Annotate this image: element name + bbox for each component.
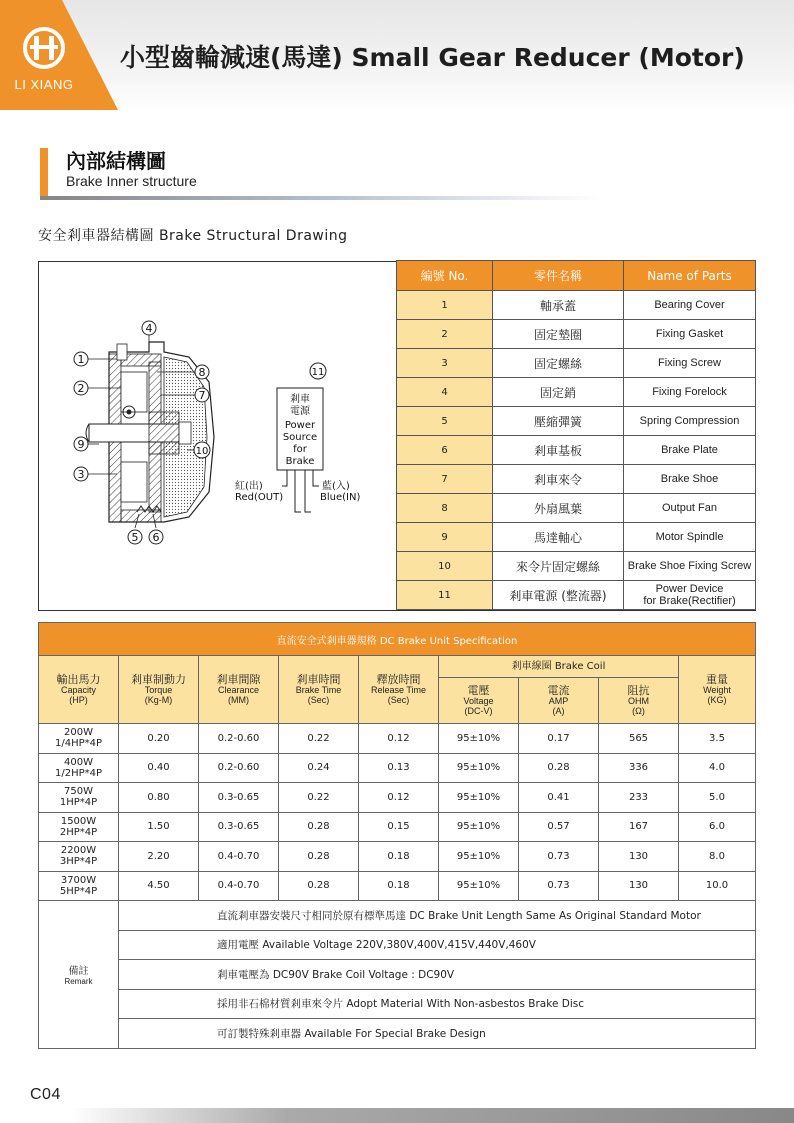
spec-title: 直流安全式剎車器規格 DC Brake Unit Specification	[39, 623, 756, 656]
callout-4	[142, 321, 156, 335]
brake-time-value: 0.28	[279, 842, 359, 872]
parts-row	[397, 349, 756, 378]
weight-value: 4.0	[679, 753, 756, 783]
spec-header-release-time	[359, 656, 439, 724]
capacity-watt: 200W	[64, 727, 93, 739]
header-unit: (Ω)	[632, 706, 645, 716]
part-number: 2	[397, 320, 493, 349]
footer-bar	[70, 1108, 794, 1123]
callout-label: 8	[198, 366, 206, 379]
capacity-value	[39, 842, 119, 872]
release-time-value: 0.18	[359, 842, 439, 872]
part-name-en: Brake Plate	[624, 436, 756, 465]
brake-time-value: 0.28	[279, 812, 359, 842]
header-en: Torque	[144, 685, 173, 695]
capacity-value	[39, 783, 119, 813]
spec-header-voltage	[439, 678, 519, 724]
spec-title-row	[39, 623, 756, 656]
capacity-watt: 400W	[64, 756, 93, 768]
part-name-en: Brake Shoe Fixing Screw	[624, 552, 756, 581]
parts-header-en: Name of Parts	[624, 261, 756, 291]
callout-label: 6	[152, 531, 160, 544]
capacity-hp: 3HP*4P	[59, 856, 98, 868]
callout-6	[149, 530, 163, 544]
torque-value: 0.20	[119, 724, 199, 754]
part-name-zh: 剎車來令	[493, 465, 624, 494]
part-name-en: Fixing Forelock	[624, 378, 756, 407]
remark-row	[39, 960, 756, 990]
section-title-zh: 內部結構圖	[66, 149, 166, 173]
part-number: 10	[397, 552, 493, 581]
callout-10	[194, 442, 210, 458]
capacity-watt: 750W	[64, 786, 93, 798]
part-name-en: Fixing Gasket	[624, 320, 756, 349]
part-number: 9	[397, 523, 493, 552]
clearance-value: 0.2-0.60	[199, 724, 279, 754]
spec-header-torque	[119, 656, 199, 724]
spec-header-brake-time	[279, 656, 359, 724]
header-unit: (Kg-M)	[144, 695, 173, 705]
part-number: 4	[397, 378, 493, 407]
part-name-zh: 剎車電源 (整流器)	[493, 581, 624, 610]
spec-row	[39, 724, 756, 754]
header-zh: 剎車間隙	[216, 673, 261, 686]
callout-label: 1	[77, 353, 85, 366]
remark-row	[39, 1019, 756, 1049]
weight-value: 10.0	[679, 871, 756, 901]
voltage-value: 95±10%	[439, 753, 519, 783]
release-time-value: 0.12	[359, 783, 439, 813]
brake-time-value: 0.22	[279, 724, 359, 754]
ohm-value: 130	[599, 842, 679, 872]
header-unit: (HP)	[69, 695, 88, 705]
part-number: 1	[397, 291, 493, 320]
part-name-en: Fixing Screw	[624, 349, 756, 378]
voltage-value: 95±10%	[439, 724, 519, 754]
part-name-zh: 固定螺絲	[493, 349, 624, 378]
callout-5	[128, 530, 142, 544]
callout-3	[74, 467, 88, 481]
brake-time-value: 0.22	[279, 783, 359, 813]
spec-header-ohm	[599, 678, 679, 724]
header-zh: 電流	[547, 684, 570, 697]
clearance-value: 0.3-0.65	[199, 812, 279, 842]
header-unit: (Sec)	[307, 695, 330, 705]
amp-value: 0.73	[519, 871, 599, 901]
parts-row	[397, 465, 756, 494]
parts-header-no: 編號 No.	[397, 261, 493, 291]
part-name-en	[624, 581, 756, 610]
spec-header-capacity	[39, 656, 119, 724]
torque-value: 4.50	[119, 871, 199, 901]
header-zh: 剎車時間	[296, 673, 341, 686]
callout-7	[195, 388, 209, 402]
weight-value: 3.5	[679, 724, 756, 754]
release-time-value: 0.15	[359, 812, 439, 842]
part-number: 5	[397, 407, 493, 436]
capacity-hp: 1/2HP*4P	[54, 767, 103, 779]
callout-1	[74, 352, 88, 366]
remark-text: 適用電壓 Available Voltage 220V,380V,400V,415V,440V,460V	[119, 930, 756, 960]
capacity-hp: 2HP*4P	[59, 826, 98, 838]
red-out-zh: 紅(出)	[235, 481, 263, 492]
header-unit: (KG)	[707, 695, 727, 705]
header-zh: 剎車制動力	[131, 673, 186, 686]
section-accent-bar	[40, 148, 48, 196]
weight-value: 8.0	[679, 842, 756, 872]
part-name-en: Brake Shoe	[624, 465, 756, 494]
part-name-zh: 來令片固定螺絲	[493, 552, 624, 581]
torque-value: 2.20	[119, 842, 199, 872]
parts-row	[397, 291, 756, 320]
amp-value: 0.17	[519, 724, 599, 754]
callout-label: 5	[131, 531, 139, 544]
part-name-en: Bearing Cover	[624, 291, 756, 320]
part-name-zh: 外扇風葉	[493, 494, 624, 523]
parts-header-zh: 零件名稱	[493, 261, 624, 291]
logo-text: LI XIANG	[14, 77, 74, 92]
section-underline	[40, 196, 600, 200]
part-name-zh: 馬達軸心	[493, 523, 624, 552]
parts-row	[397, 320, 756, 349]
spec-header-weight	[679, 656, 756, 724]
clearance-value: 0.4-0.70	[199, 842, 279, 872]
callout-label: 10	[195, 446, 209, 457]
remark-text: 剎車電壓為 DC90V Brake Coil Voltage : DC90V	[119, 960, 756, 990]
section-title-en: Brake Inner structure	[66, 173, 197, 189]
power-box-zh: 剎車	[290, 394, 310, 405]
amp-value: 0.28	[519, 753, 599, 783]
callout-label: 2	[77, 382, 85, 395]
header-en: Weight	[703, 685, 731, 695]
callout-8	[195, 365, 209, 379]
part-number: 7	[397, 465, 493, 494]
capacity-watt: 1500W	[60, 815, 97, 827]
spec-row	[39, 783, 756, 813]
part-name-en: Motor Spindle	[624, 523, 756, 552]
callout-11	[310, 363, 326, 379]
header-zh: 電壓	[467, 684, 490, 697]
capacity-value	[39, 871, 119, 901]
power-box-zh: 電源	[290, 406, 310, 417]
release-time-value: 0.12	[359, 724, 439, 754]
callout-label: 3	[77, 468, 85, 481]
amp-value: 0.57	[519, 812, 599, 842]
part-name-en: Output Fan	[624, 494, 756, 523]
header-unit: (A)	[552, 706, 565, 716]
red-out-en: Red(OUT)	[235, 492, 284, 503]
ohm-value: 336	[599, 753, 679, 783]
capacity-value	[39, 753, 119, 783]
release-time-value: 0.18	[359, 871, 439, 901]
parts-row	[397, 436, 756, 465]
torque-value: 1.50	[119, 812, 199, 842]
ohm-value: 233	[599, 783, 679, 813]
header-zh: 重量	[706, 673, 728, 686]
remark-row	[39, 989, 756, 1019]
part-number: 6	[397, 436, 493, 465]
voltage-value: 95±10%	[439, 871, 519, 901]
remark-row	[39, 901, 756, 931]
remark-row	[39, 930, 756, 960]
part-name-zh: 固定墊圈	[493, 320, 624, 349]
header-en: AMP	[548, 696, 569, 706]
header-unit: (MM)	[228, 695, 249, 705]
spec-header-row-1	[39, 656, 756, 678]
part-name-zh: 軸承蓋	[493, 291, 624, 320]
part-name-en: Spring Compression	[624, 407, 756, 436]
header-en: Release Time	[370, 685, 427, 695]
ohm-value: 130	[599, 871, 679, 901]
weight-value: 5.0	[679, 783, 756, 813]
part-name-zh: 固定銷	[493, 378, 624, 407]
remark-text: 直流剎車器安裝尺寸相同於原有標準馬達 DC Brake Unit Length Same As Original Standard Motor	[119, 901, 756, 931]
header-zh: 阻抗	[627, 684, 650, 697]
header-zh: 釋放時間	[376, 673, 421, 686]
capacity-hp: 1HP*4P	[59, 797, 98, 809]
capacity-hp: 1/4HP*4P	[54, 738, 103, 750]
page-title: 小型齒輪減速(馬達) Small Gear Reducer (Motor)	[120, 43, 745, 72]
power-box-en: for	[293, 444, 307, 455]
part-name-zh: 壓縮彈簧	[493, 407, 624, 436]
parts-header-row	[397, 261, 756, 291]
header-zh: 輸出馬力	[56, 673, 101, 686]
remark-label-en: Remark	[64, 977, 93, 987]
callout-label: 11	[311, 367, 325, 378]
capacity-watt: 2200W	[60, 845, 97, 857]
part-number: 11	[397, 581, 493, 610]
callout-2	[74, 381, 88, 395]
spec-row	[39, 871, 756, 901]
spec-row	[39, 842, 756, 872]
brake-time-value: 0.24	[279, 753, 359, 783]
ohm-value: 565	[599, 724, 679, 754]
part-name-en-line: for Brake(Rectifier)	[643, 595, 736, 607]
header-unit: (Sec)	[387, 695, 410, 705]
voltage-value: 95±10%	[439, 783, 519, 813]
callout-label: 9	[77, 438, 85, 451]
parts-row	[397, 552, 756, 581]
capacity-hp: 5HP*4P	[59, 885, 98, 897]
callout-label: 4	[145, 322, 153, 335]
voltage-value: 95±10%	[439, 842, 519, 872]
release-time-value: 0.13	[359, 753, 439, 783]
remark-text: 可訂製特殊剎車器 Available For Special Brake Design	[119, 1019, 756, 1049]
clearance-value: 0.2-0.60	[199, 753, 279, 783]
parts-table	[396, 260, 756, 610]
part-name-en-line: Power Device	[655, 583, 724, 595]
remark-label	[39, 901, 119, 1049]
remark-label-zh: 備註	[68, 966, 89, 978]
spec-table	[38, 622, 756, 1049]
parts-row	[397, 523, 756, 552]
spec-row	[39, 753, 756, 783]
spec-header-clearance	[199, 656, 279, 724]
clearance-value: 0.3-0.65	[199, 783, 279, 813]
brake-time-value: 0.28	[279, 871, 359, 901]
page-code: C04	[30, 1086, 61, 1103]
header-en: OHM	[628, 696, 649, 706]
drawing-title: 安全剎車器結構圖 Brake Structural Drawing	[38, 228, 348, 244]
callout-label: 7	[198, 389, 206, 402]
torque-value: 0.80	[119, 783, 199, 813]
spec-row	[39, 812, 756, 842]
part-number: 3	[397, 349, 493, 378]
capacity-watt: 3700W	[60, 874, 97, 886]
part-name-zh: 剎車基板	[493, 436, 624, 465]
power-box-en: Source	[282, 432, 318, 443]
voltage-value: 95±10%	[439, 812, 519, 842]
spec-header-amp	[519, 678, 599, 724]
blue-in-zh: 藍(入)	[322, 481, 350, 492]
power-box-en: Brake	[285, 456, 315, 467]
header-en: Brake Time	[295, 685, 342, 695]
power-box-en: Power	[284, 420, 316, 431]
amp-value: 0.73	[519, 842, 599, 872]
amp-value: 0.41	[519, 783, 599, 813]
brake-structural-drawing	[39, 262, 395, 610]
header-unit: (DC-V)	[464, 706, 493, 716]
header-en: Clearance	[217, 685, 260, 695]
parts-row	[397, 378, 756, 407]
blue-in-en: Blue(IN)	[320, 492, 361, 503]
capacity-value	[39, 812, 119, 842]
header-en: Voltage	[463, 696, 494, 706]
part-number: 8	[397, 494, 493, 523]
callout-9	[74, 437, 88, 451]
weight-value: 6.0	[679, 812, 756, 842]
parts-row	[397, 581, 756, 610]
header-en: Capacity	[60, 685, 96, 695]
parts-row	[397, 494, 756, 523]
torque-value: 0.40	[119, 753, 199, 783]
logo	[0, 0, 118, 110]
spec-header-coil-group: 剎車線圈 Brake Coil	[439, 656, 679, 678]
remark-text: 採用非石棉材質剎車來令片 Adopt Material With Non-asbestos Brake Disc	[119, 989, 756, 1019]
parts-row	[397, 407, 756, 436]
ohm-value: 167	[599, 812, 679, 842]
clearance-value: 0.4-0.70	[199, 871, 279, 901]
capacity-value	[39, 724, 119, 754]
